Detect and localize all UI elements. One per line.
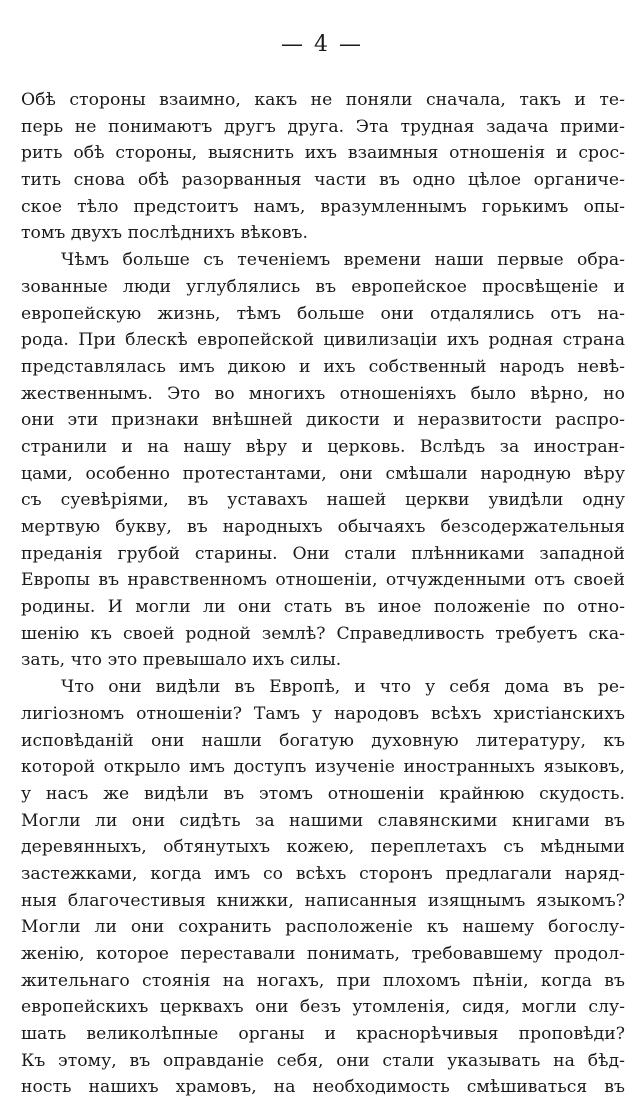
text-line: европейскихъ церквахъ они безъ утомленія, сидя, могли слу- [21,997,625,1018]
text-line: европейскую жизнь, тѣмъ больше они отдалялись отъ на- [21,303,625,324]
text-line: томъ двухъ послѣднихъ вѣковъ. [21,223,309,244]
text-line: у насъ же видѣли въ этомъ отношеніи крайнюю скудость. [21,783,625,804]
text-line: рода. При блескѣ европейской цивилизаціи ихъ родная страна [21,330,625,351]
text-line: ность нашихъ храмовъ, на необходимость смѣшиваться въ [21,1077,625,1098]
text-line: деревянныхъ, обтянутыхъ кожею, переплетахъ съ мѣдными [21,837,625,858]
text-line: Что они видѣли въ Европѣ, и что у себя дома въ ре- [61,677,625,698]
body-text [21,87,625,1101]
text-line: рить обѣ стороны, выяснить ихъ взаимныя отношенія и срос- [21,143,625,164]
text-line: странили и на нашу вѣру и церковь. Вслѣдъ за иностран- [21,436,625,457]
text-line: съ суевѣріями, въ уставахъ нашей церкви увидѣли одну [21,490,625,511]
text-line: Могли ли они сидѣть за нашими славянскими книгами въ [21,810,625,831]
text-line: застежками, когда имъ со всѣхъ сторонъ предлагали наряд- [21,863,625,884]
text-line: ныя благочестивыя книжки, написанныя изящнымъ языкомъ? [21,890,625,911]
text-line: они эти признаки внѣшней дикости и неразвитости распро- [21,410,625,431]
text-line: зать, что это превышало ихъ силы. [21,650,342,671]
text-line: зованные люди углублялись въ европейское просвѣщеніе и [21,276,625,297]
paragraph-1 [21,87,625,247]
text-line: мертвую букву, въ народныхъ обычаяхъ безсодержательныя [21,517,625,537]
text-line: Чѣмъ больше съ теченіемъ времени наши первые обра- [61,250,625,271]
text-line: преданія грубой старины. Они стали плѣнниками западной [21,543,625,564]
text-line: Европы въ нравственномъ отношеніи, отчужденными отъ своей [21,570,625,591]
text-line: Къ этому, въ оправданіе себя, они стали указывать на бѣд- [21,1050,625,1071]
text-line: шать великолѣпные органы и краснорѣчивыя проповѣди? [21,1024,625,1045]
text-line: представлялась имъ дикою и ихъ собственный народъ невѣ- [21,356,625,377]
paragraph-2 [21,247,625,674]
text-line: жественнымъ. Это во многихъ отношеніяхъ было вѣрно, но [21,383,625,404]
text-line: цами, особенно протестантами, они смѣшали народную вѣру [21,463,625,484]
paragraph-3 [21,674,625,1101]
text-line: перь не понимаютъ другъ друга. Эта трудная задача прими- [21,116,625,137]
text-line: женію, которое переставали понимать, требовавшему продол- [21,944,625,964]
text-line: Могли ли они сохранить расположеніе къ нашему богослу- [21,917,625,938]
text-line: исповѣданій они нашли богатую духовную литературу, къ [21,730,625,751]
text-line: жительнаго стоянія на ногахъ, при плохомъ пѣніи, когда въ [21,970,625,991]
text-line: которой открыло имъ доступъ изученіе иностранныхъ языковъ, [21,757,625,778]
page-number: — 4 — [281,32,363,57]
text-line: ское тѣло предстоитъ намъ, вразумленнымъ горькимъ опы- [21,196,625,217]
text-line: Обѣ стороны взаимно, какъ не поняли сначала, такъ и те- [21,90,625,110]
text-line: шенію къ своей родной землѣ? Справедливость требуетъ ска- [21,623,625,644]
text-line: родины. И могли ли они стать въ иное положеніе по отно- [21,597,625,618]
text-line: лигіозномъ отношеніи? Тамъ у народовъ всѣхъ христіанскихъ [21,703,625,724]
text-line: тить снова обѣ разорванныя части въ одно цѣлое органиче- [21,170,625,191]
